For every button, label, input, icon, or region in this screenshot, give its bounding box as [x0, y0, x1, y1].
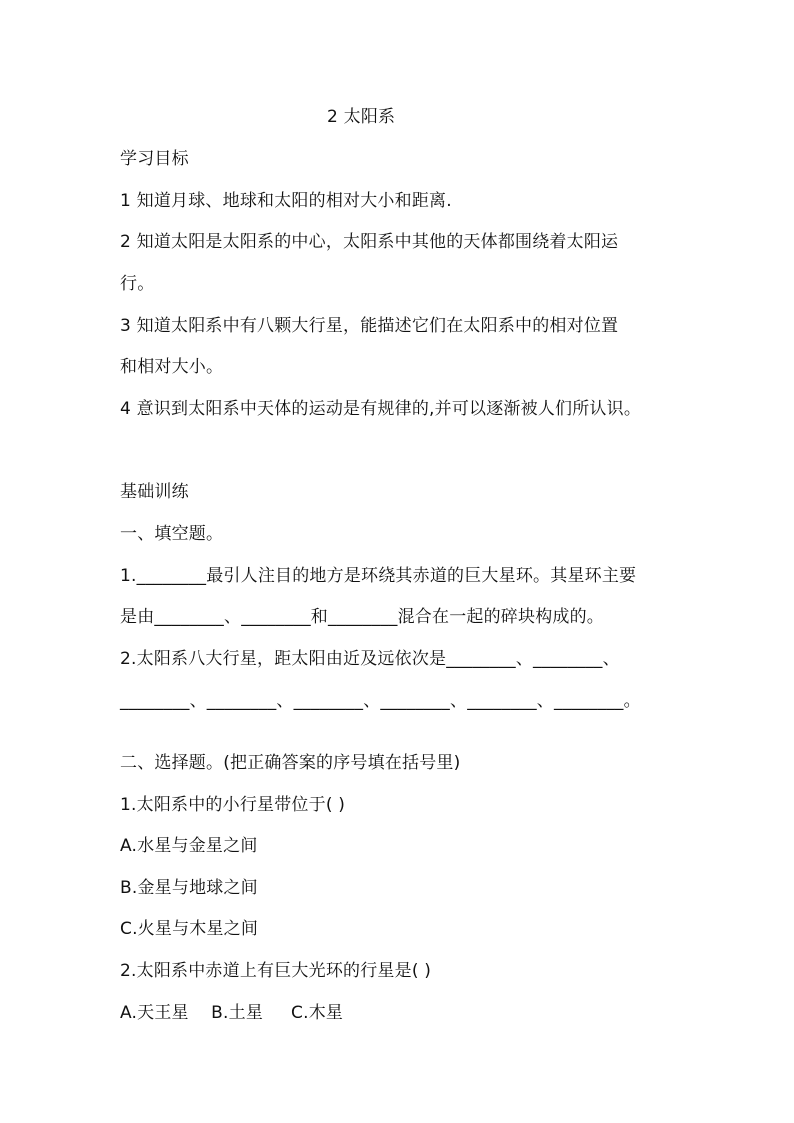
fill-question-1-cont: 是由________、________和________混合在一起的碎块构成的。 [120, 607, 604, 627]
choice-question-2: 2.太阳系中赤道上有巨大光环的行星是( ) [120, 961, 432, 981]
objective-3-cont: 和相对大小。 [120, 357, 224, 377]
fill-section-heading: 一、填空题。 [120, 524, 224, 544]
fill-question-2: 2.太阳系八大行星，距太阳由近及远依次是________、________、 [120, 649, 620, 669]
objective-2: 2 知道太阳是太阳系的中心，太阳系中其他的天体都围绕着太阳运 [120, 232, 619, 252]
objective-1: 1 知道月球、地球和太阳的相对大小和距离. [120, 191, 452, 211]
objective-2-cont: 行。 [120, 274, 155, 294]
choice-question-1: 1.太阳系中的小行星带位于( ) [120, 795, 346, 815]
choice-q1-option-b: B.金星与地球之间 [120, 878, 258, 898]
choice-section-heading: 二、选择题。(把正确答案的序号填在括号里) [120, 753, 461, 773]
objective-4: 4 意识到太阳系中天体的运动是有规律的,并可以逐渐被人们所认识。 [120, 399, 642, 419]
objective-3: 3 知道太阳系中有八颗大行星，能描述它们在太阳系中的相对位置 [120, 316, 619, 336]
choice-q1-option-c: C.火星与木星之间 [120, 919, 259, 939]
choice-q2-options: A.天王星 B.土星 C.木星 [120, 1003, 344, 1023]
fill-question-2-cont: ________、________、________、________、________、________。 [120, 691, 641, 711]
fill-question-1: 1.________最引人注目的地方是环绕其赤道的巨大星环。其星环主要 [120, 566, 637, 586]
objectives-heading: 学习目标 [120, 149, 189, 169]
page-title: 2 太阳系 [327, 107, 396, 127]
training-heading: 基础训练 [120, 482, 189, 502]
choice-q1-option-a: A.水星与金星之间 [120, 836, 258, 856]
